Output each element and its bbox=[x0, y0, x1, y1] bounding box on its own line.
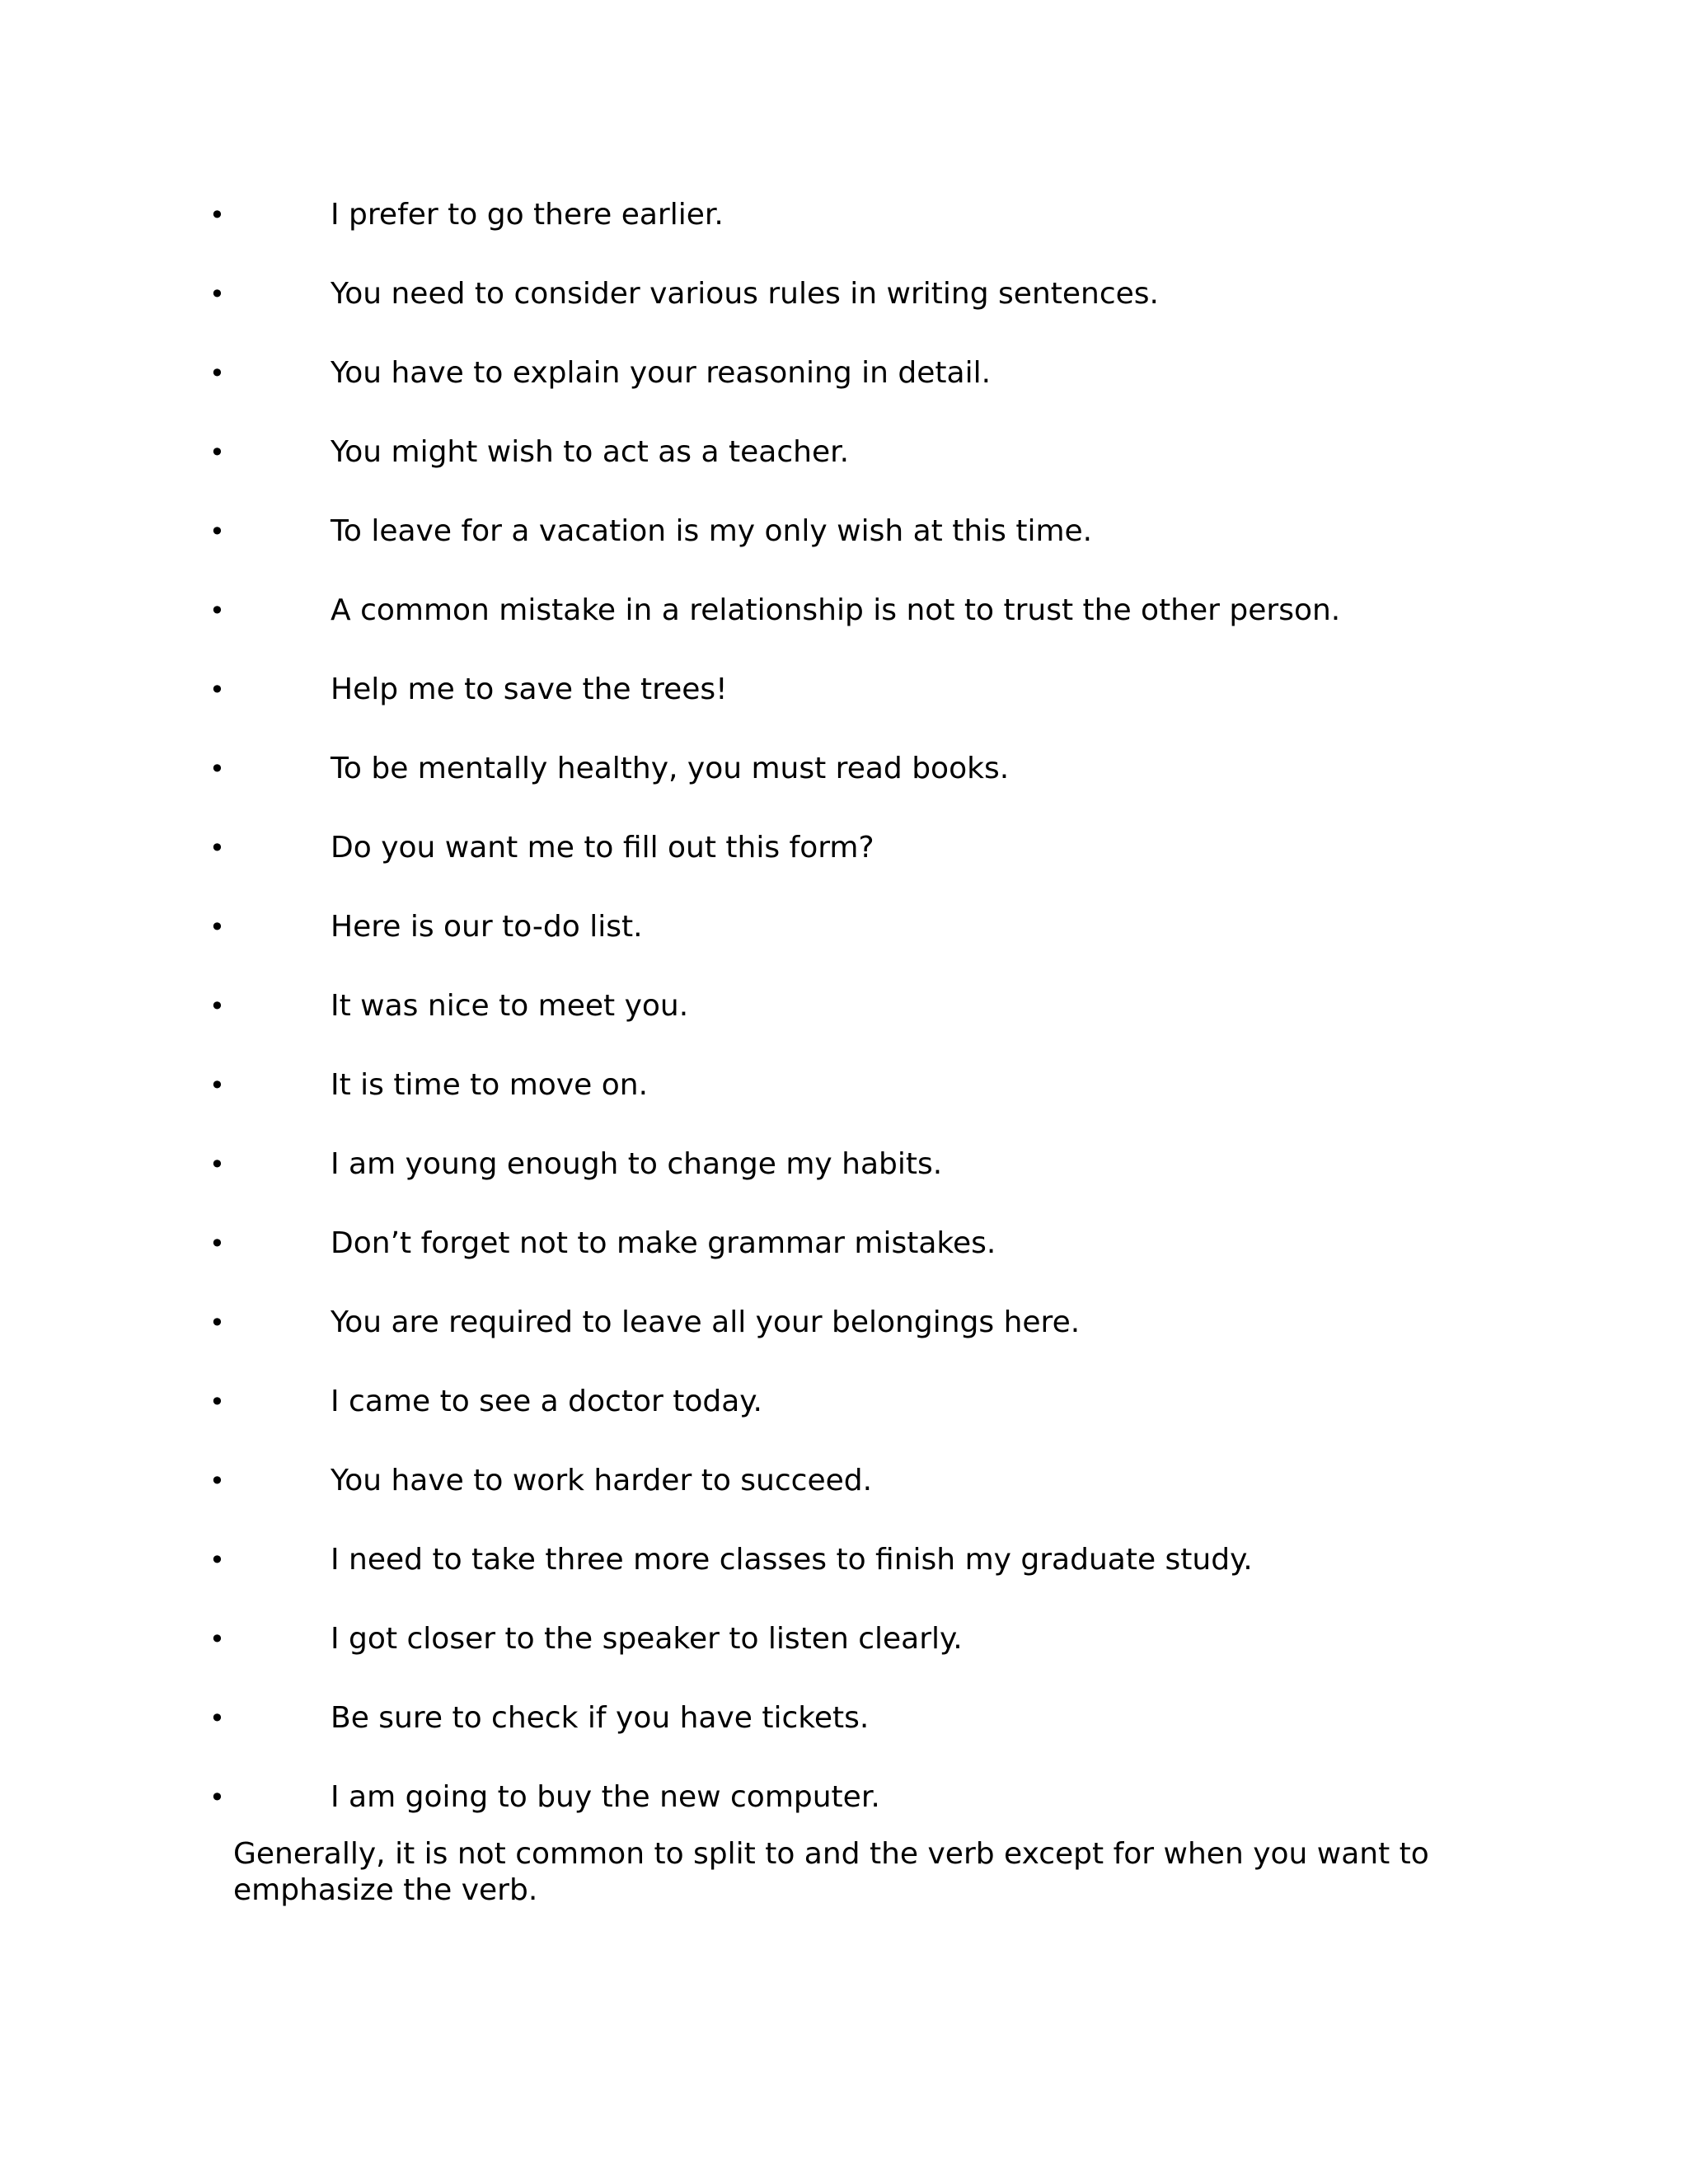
list-item bbox=[209, 511, 1528, 590]
list-item bbox=[209, 1302, 1528, 1381]
bullet-icon: • bbox=[209, 1544, 225, 1576]
bullet-icon: • bbox=[209, 1386, 225, 1418]
list-item bbox=[209, 590, 1528, 669]
bullet-icon: • bbox=[209, 1228, 225, 1259]
sentence-text: I need to take three more classes to finish my graduate study. bbox=[331, 1543, 1253, 1577]
sentence-text: To be mentally healthy, you must read books. bbox=[331, 752, 1010, 785]
list-item bbox=[209, 669, 1528, 748]
sentence-text: I am going to buy the new computer. bbox=[331, 1780, 880, 1814]
sentence-text: Help me to save the trees! bbox=[331, 673, 728, 706]
sentence-text: You might wish to act as a teacher. bbox=[331, 435, 850, 469]
sentence-text: A common mistake in a relationship is not to trust the other person. bbox=[331, 593, 1341, 627]
bullet-icon: • bbox=[209, 358, 225, 389]
sentence-list bbox=[209, 194, 1528, 1821]
list-item bbox=[209, 907, 1528, 986]
list-item bbox=[209, 274, 1528, 353]
bullet-icon: • bbox=[209, 1624, 225, 1655]
list-item bbox=[209, 194, 1528, 274]
list-item bbox=[209, 748, 1528, 827]
list-item bbox=[209, 827, 1528, 907]
list-item bbox=[209, 1619, 1528, 1698]
list-item bbox=[209, 1223, 1528, 1302]
list-item bbox=[209, 1698, 1528, 1777]
sentence-text: You are required to leave all your belongings here. bbox=[331, 1305, 1081, 1339]
bullet-icon: • bbox=[209, 1782, 225, 1813]
list-item bbox=[209, 1460, 1528, 1540]
bullet-icon: • bbox=[209, 516, 225, 547]
bullet-icon: • bbox=[209, 279, 225, 310]
sentence-text: You have to work harder to succeed. bbox=[331, 1464, 873, 1497]
sentence-text: Do you want me to fill out this form? bbox=[331, 831, 874, 865]
sentence-text: Here is our to-do list. bbox=[331, 910, 643, 944]
list-item bbox=[209, 1144, 1528, 1223]
list-item bbox=[209, 1381, 1528, 1460]
sentence-text: It was nice to meet you. bbox=[331, 989, 689, 1023]
bullet-icon: • bbox=[209, 1703, 225, 1734]
bullet-icon: • bbox=[209, 437, 225, 468]
bullet-icon: • bbox=[209, 199, 225, 231]
bullet-icon: • bbox=[209, 674, 225, 705]
bullet-icon: • bbox=[209, 1149, 225, 1180]
sentence-text: Be sure to check if you have tickets. bbox=[331, 1701, 870, 1735]
bullet-icon: • bbox=[209, 595, 225, 626]
bullet-icon: • bbox=[209, 1465, 225, 1497]
list-item bbox=[209, 1065, 1528, 1144]
bullet-icon: • bbox=[209, 991, 225, 1022]
sentence-text: It is time to move on. bbox=[331, 1068, 649, 1102]
sentence-text: I got closer to the speaker to listen clearly. bbox=[331, 1622, 963, 1656]
list-item bbox=[209, 353, 1528, 432]
sentence-text: You need to consider various rules in writing sentences. bbox=[331, 277, 1159, 311]
usage-note: Generally, it is not common to split to and the verb except for when you want to emphasize the verb. bbox=[233, 1837, 1429, 1907]
list-item bbox=[209, 432, 1528, 511]
sentence-text: I came to see a doctor today. bbox=[331, 1385, 762, 1418]
list-item bbox=[209, 1540, 1528, 1619]
sentence-text: You have to explain your reasoning in detail. bbox=[331, 356, 992, 390]
sentence-text: I prefer to go there earlier. bbox=[331, 198, 724, 232]
sentence-text: I am young enough to change my habits. bbox=[331, 1147, 943, 1181]
list-item bbox=[209, 1777, 1528, 1821]
bullet-icon: • bbox=[209, 832, 225, 864]
bullet-icon: • bbox=[209, 753, 225, 785]
sentence-text: To leave for a vacation is my only wish at this time. bbox=[331, 514, 1093, 548]
sentence-text: Don’t forget not to make grammar mistakes. bbox=[331, 1226, 996, 1260]
list-item bbox=[209, 986, 1528, 1065]
bullet-icon: • bbox=[209, 912, 225, 943]
bullet-icon: • bbox=[209, 1307, 225, 1338]
bullet-icon: • bbox=[209, 1070, 225, 1101]
